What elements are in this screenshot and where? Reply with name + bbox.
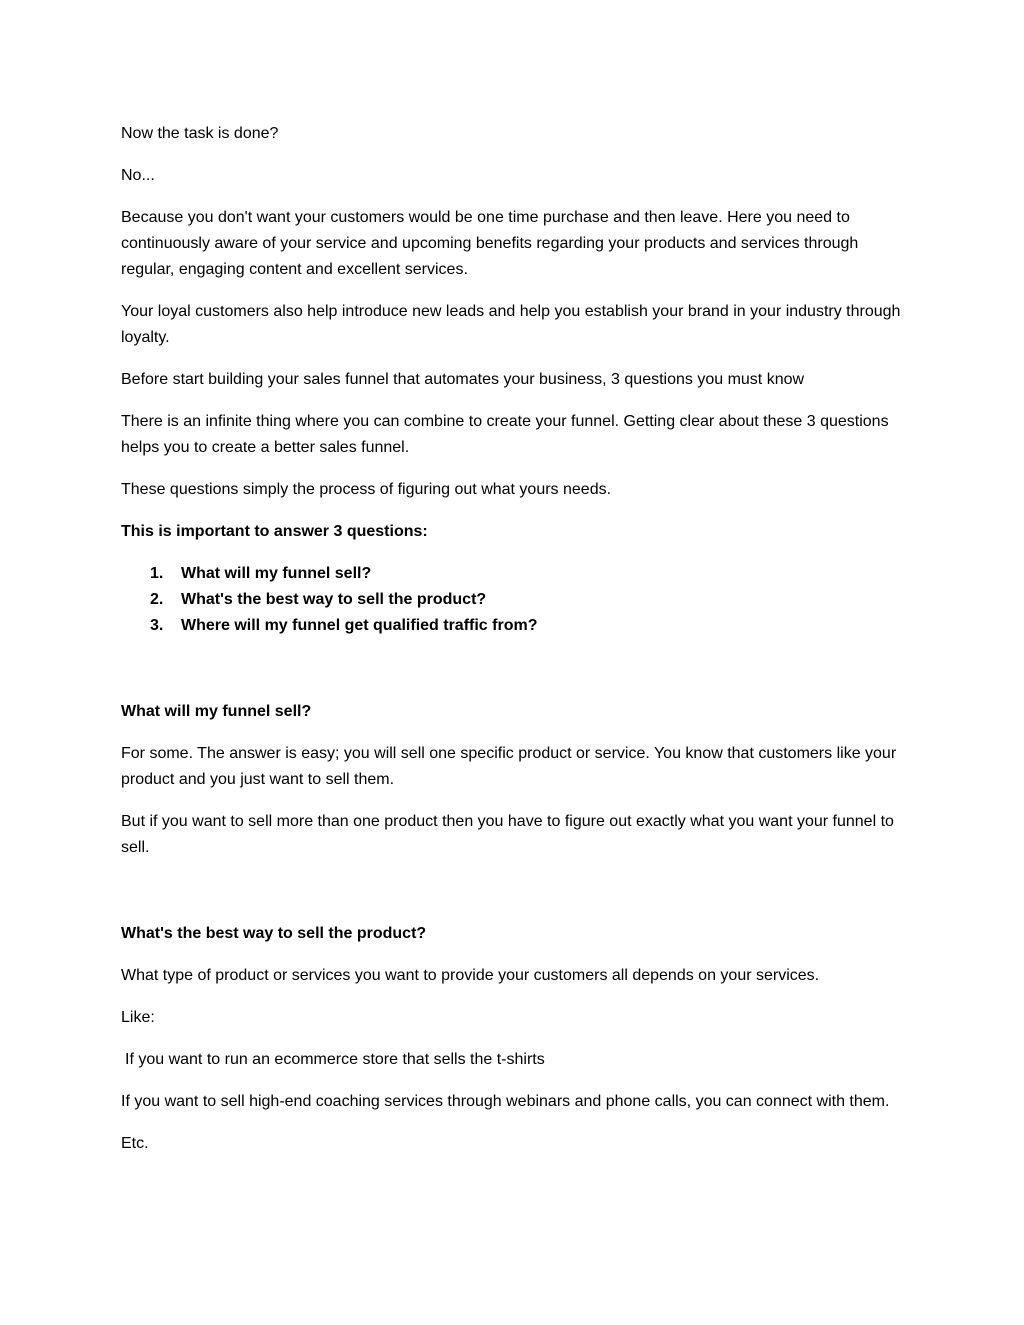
paragraph-more-than-one: But if you want to sell more than one product then you have to figure out exactly what you want your funnel to sell. bbox=[121, 813, 894, 856]
list-heading: This is important to answer 3 questions: bbox=[121, 523, 428, 540]
list-item bbox=[121, 561, 911, 587]
paragraph-coaching: If you want to sell high-end coaching services through webinars and phone calls, you can connect with them. bbox=[121, 1093, 890, 1110]
paragraph-before-building: Before start building your sales funnel that automates your business, 3 questions you must know bbox=[121, 371, 805, 388]
paragraph-product-type: What type of product or services you want to provide your customers all depends on your services. bbox=[121, 967, 820, 984]
paragraph-loyal-customers: Your loyal customers also help introduce new leads and help you establish your brand in your industry through loyalty. bbox=[121, 303, 901, 346]
list-item-text: What will my funnel sell? bbox=[181, 565, 372, 582]
list-item bbox=[121, 587, 911, 613]
section-spacer bbox=[121, 877, 911, 921]
section-heading-best-way: What's the best way to sell the product? bbox=[121, 925, 427, 942]
section-heading-funnel-sell: What will my funnel sell? bbox=[121, 703, 312, 720]
paragraph-like: Like: bbox=[121, 1009, 155, 1026]
paragraph-etc: Etc. bbox=[121, 1135, 149, 1152]
paragraph-infinite-thing: There is an infinite thing where you can combine to create your funnel. Getting clear about these 3 questions helps you to create a better sales funnel. bbox=[121, 413, 889, 456]
paragraph-answer-easy: For some. The answer is easy; you will sell one specific product or service. You know that customers like your product and you just want to sell them. bbox=[121, 745, 897, 788]
paragraph-questions-simplify: These questions simply the process of figuring out what yours needs. bbox=[121, 481, 612, 498]
list-item-text: Where will my funnel get qualified traffic from? bbox=[181, 617, 538, 634]
paragraph-task-done: Now the task is done? bbox=[121, 125, 279, 142]
paragraph-ecommerce: If you want to run an ecommerce store that sells the t-shirts bbox=[125, 1051, 545, 1068]
paragraph-customers-purchase: Because you don't want your customers would be one time purchase and then leave. Here you need to continuously aware of your service and upcoming benefits regarding your products and services through regular, engaging content and excellent services. bbox=[121, 209, 859, 278]
document-page bbox=[121, 121, 911, 1173]
section-spacer bbox=[121, 655, 911, 699]
list-item-number: 3. bbox=[150, 617, 164, 634]
paragraph-no: No... bbox=[121, 167, 155, 184]
list-item bbox=[121, 613, 911, 639]
list-item-text: What's the best way to sell the product? bbox=[181, 591, 487, 608]
list-item-number: 1. bbox=[150, 565, 164, 582]
list-item-number: 2. bbox=[150, 591, 164, 608]
questions-list bbox=[121, 561, 911, 639]
